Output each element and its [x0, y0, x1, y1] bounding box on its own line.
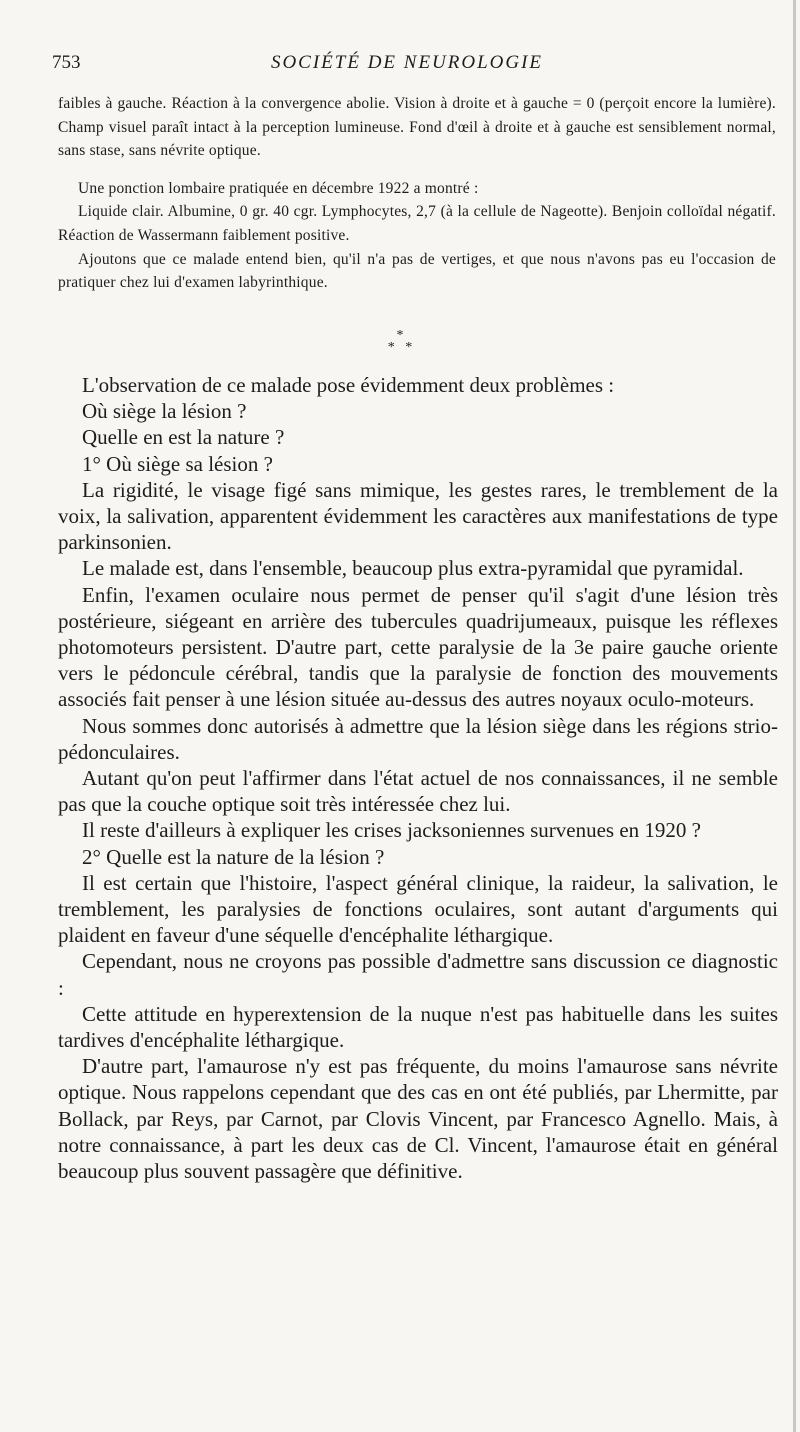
- paragraph-csf-results: Liquide clair. Albumine, 0 gr. 40 cgr. Lymphocytes, 2,7 (à la cellule de Nageotte). Benjoin colloïdal négatif. Réaction de Wassermann faiblement positive.: [58, 203, 776, 244]
- paragraph-however: Cependant, nous ne croyons pas possible d'admettre sans discussion ce diagnostic :: [58, 949, 778, 1000]
- section-heading-2: 2° Quelle est la nature de la lésion ?: [82, 844, 385, 869]
- section-separator: [0, 330, 800, 354]
- page-number: 753: [52, 52, 81, 73]
- paragraph-jacksonian: Il reste d'ailleurs à expliquer les crises jacksoniennes survenues en 1920 ?: [82, 818, 701, 843]
- page-header: [52, 52, 762, 82]
- paragraph-eye-exam: faibles à gauche. Réaction à la convergence abolie. Vision à droite et à gauche = 0 (perçoit encore la lumière). Champ visuel paraît intact à la perception lumineuse. Fond d'œil à droite et à gauche est sensiblement normal, sans stase, sans névrite optique.: [58, 95, 776, 160]
- paragraph-problems: L'observation de ce malade pose évidemment deux problèmes :: [82, 373, 615, 397]
- discussion-text: [58, 372, 778, 1184]
- observation-continued: [58, 92, 776, 295]
- separator-star: *: [396, 328, 404, 343]
- paragraph-strio-peduncular: Nous sommes donc autorisés à admettre que la lésion siège dans les régions strio-pédonculaires.: [58, 713, 778, 764]
- running-head: SOCIÉTÉ DE NEUROLOGIE: [270, 52, 544, 73]
- paragraph-hearing: Ajoutons que ce malade entend bien, qu'il n'a pas de vertiges, et que nous n'avons pas eu l'occasion de pratiquer chez lui d'examen labyrinthique.: [58, 250, 776, 292]
- paragraph-arguments: Il est certain que l'histoire, l'aspect général clinique, la raideur, la salivation, le tremblement, les paralysies de fonctions oculaires, sont autant d'arguments qui plaident en faveur d'une séquelle d'encéphalite léthargique.: [58, 870, 778, 948]
- section-heading-1: 1° Où siège sa lésion ?: [82, 451, 273, 476]
- paragraph-question-seat: Où siège la lésion ?: [82, 399, 247, 424]
- paragraph-question-nature: Quelle en est la nature ?: [82, 425, 285, 450]
- paragraph-optic-layer: Autant qu'on peut l'affirmer dans l'état actuel de nos connaissances, il ne semble pas que la couche optique soit très intéressée chez lui.: [58, 766, 778, 817]
- paragraph-lumbar-puncture: Une ponction lombaire pratiquée en décembre 1922 a montré :: [78, 179, 479, 197]
- paragraph-extrapyramidal: Le malade est, dans l'ensemble, beaucoup plus extra-pyramidal que pyramidal.: [82, 556, 744, 581]
- page-edge: [793, 0, 796, 1432]
- paragraph-amaurosis: D'autre part, l'amaurose n'y est pas fréquente, du moins l'amaurose sans névrite optique. Nous rappelons cependant que des cas en ont été publiés, par Lhermitte, par Bollack, par Reys, par Carnot, par Clovis Vincent, par Francesco Agnello. Mais, à notre connaissance, à part les deux cas de Cl. Vincent, l'amaurose était en général beaucoup plus souvent passagère que définitive.: [58, 1054, 778, 1184]
- paragraph-ocular-exam: Enfin, l'examen oculaire nous permet de penser qu'il s'agit d'une lésion très postérieure, siégeant en arrière des tubercules quadrijumeaux, puisque les réflexes photomoteurs persistent. D'autre part, cette paralysie de la 3e paire gauche oriente vers le pédoncule cérébral, tandis que la paralysie de fonction des mouvements associés fait penser à une lésion située au-dessus des autres noyaux oculo-moteurs.: [58, 582, 778, 712]
- paragraph-rigidity: La rigidité, le visage figé sans mimique, les gestes rares, le tremblement de la voix, la salivation, apparentent évidemment les caractères aux manifestations de type parkinsonien.: [58, 477, 778, 555]
- separator-stars: * *: [387, 340, 413, 355]
- paragraph-hyperextension: Cette attitude en hyperextension de la nuque n'est pas habituelle dans les suites tardives d'encéphalite léthargique.: [58, 1001, 778, 1053]
